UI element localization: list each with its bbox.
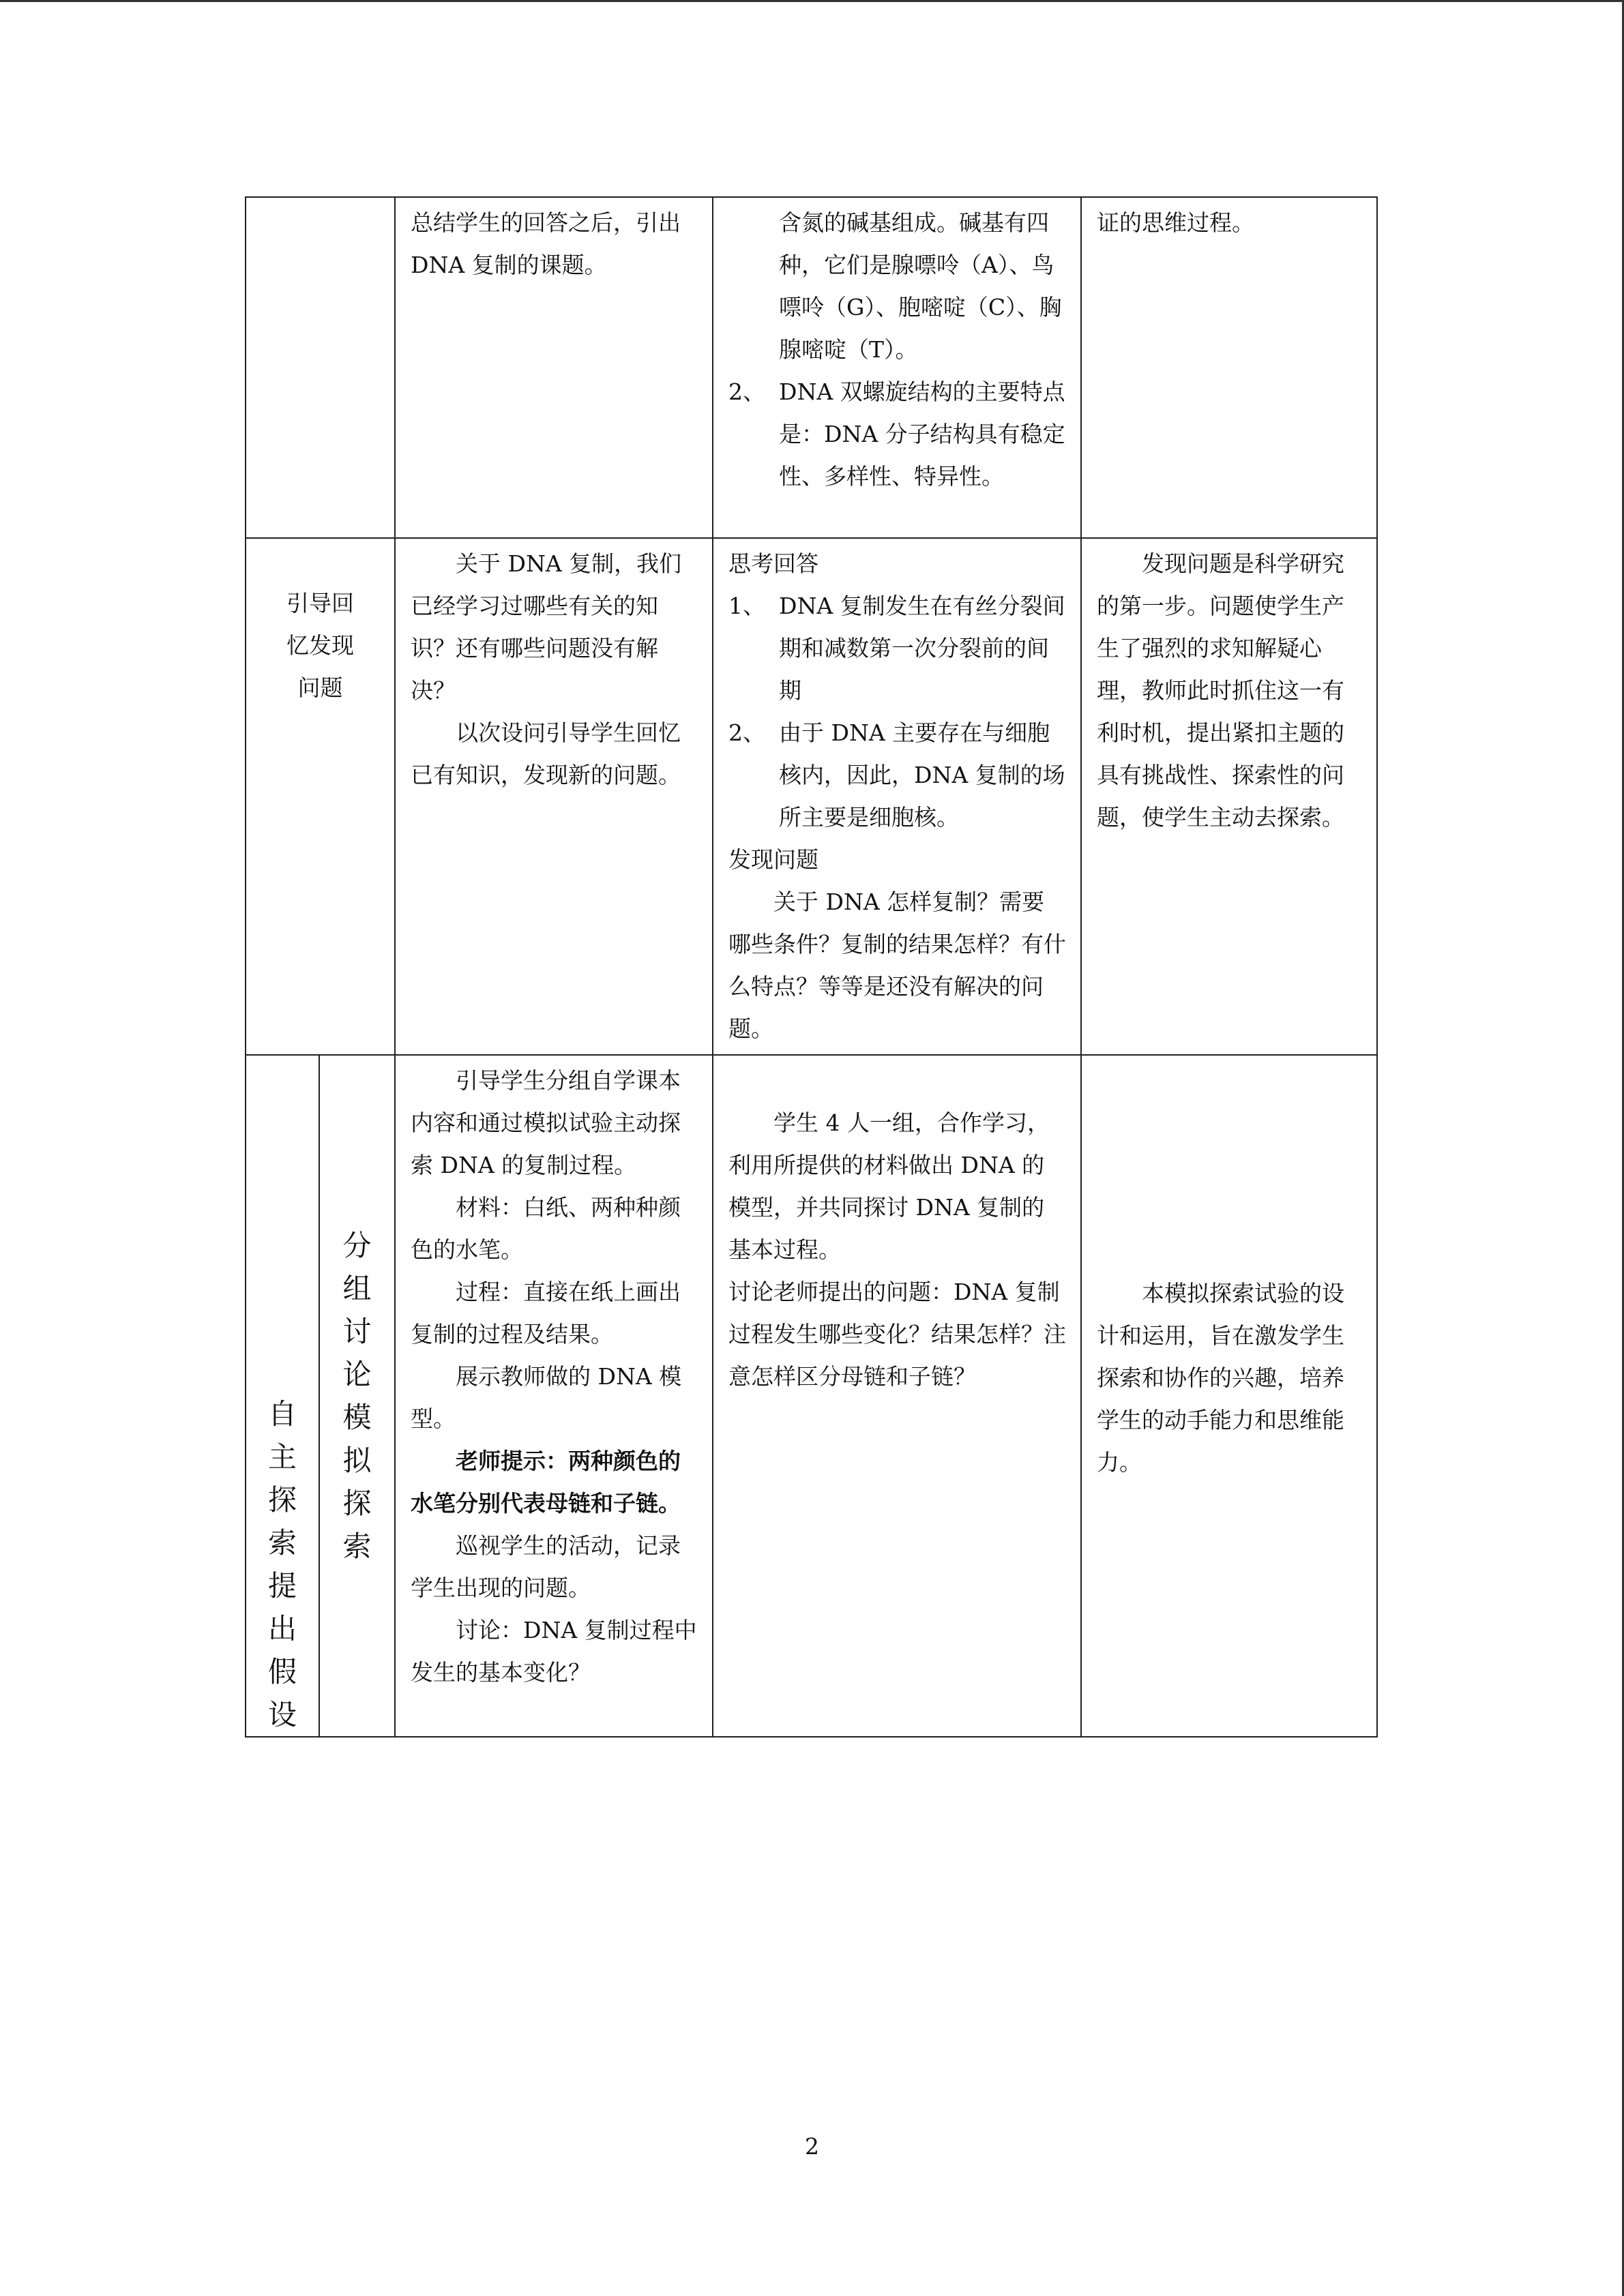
teacher-text: 关于 DNA 复制，我们已经学习过哪些有关的知识？还有哪些问题没有解决？: [411, 550, 682, 704]
phase-cell: [246, 1055, 319, 1737]
teacher-text: 引导学生分组自学课本内容和通过模拟试验主动探索 DNA 的复制过程。: [411, 1067, 681, 1178]
student-activity-cell: [713, 1055, 1081, 1737]
lesson-plan-table: [245, 196, 1378, 1738]
student-list-item: [728, 202, 1067, 371]
list-text: 由于 DNA 主要存在与细胞核内，因此，DNA 复制的场所主要是细胞核。: [779, 719, 1065, 831]
intent-text: 证的思维过程。: [1097, 209, 1254, 236]
intent-text: 本模拟探索试验的设计和运用，旨在激发学生探索和协作的兴趣，培养学生的动手能力和思维能力。: [1097, 1280, 1344, 1476]
student-list-item: [728, 712, 1067, 839]
teacher-text: 材料：白纸、两种种颜色的水笔。: [411, 1194, 681, 1263]
phase-label-vertical: 自主探索提出假设: [268, 1397, 297, 1731]
page-top-border: [0, 0, 1624, 2]
table-row: [246, 1055, 1377, 1737]
teacher-text: 巡视学生的活动，记录学生出现的问题。: [411, 1532, 681, 1601]
student-text: 关于 DNA 怎样复制？需要哪些条件？复制的结果怎样？有什么特点？等等是还没有解决的问题。: [728, 889, 1066, 1042]
list-number: 1、: [728, 593, 765, 619]
phase-cell: [246, 538, 395, 1055]
teacher-text: 以次设问引导学生回忆已有知识，发现新的问题。: [411, 719, 681, 788]
intent-text: 发现问题是科学研究的第一步。问题使学生产生了强烈的求知解疑心理，教师此时抓住这一有利时机，提出紧扣主题的具有挑战性、探索性的问题，使学生主动去探索。: [1097, 550, 1344, 831]
teacher-text: 讨论：DNA 复制过程中发生的基本变化？: [411, 1617, 697, 1686]
student-activity-cell: [713, 538, 1081, 1055]
teacher-text: 总结学生的回答之后，引出 DNA 复制的课题。: [411, 209, 681, 278]
design-intent-cell: [1081, 538, 1377, 1055]
student-text: 讨论老师提出的问题：DNA 复制过程发生哪些变化？结果怎样？注意怎样区分母链和子链？: [728, 1279, 1066, 1390]
design-intent-cell: [1081, 197, 1377, 538]
teacher-text: 过程：直接在纸上画出复制的过程及结果。: [411, 1279, 681, 1347]
teacher-activity-cell: [395, 538, 713, 1055]
page-number: 2: [805, 2133, 819, 2160]
phase-label: 引导回忆发现问题: [286, 590, 354, 701]
list-text: DNA 复制发生在有丝分裂间期和减数第一次分裂前的间期: [779, 593, 1065, 704]
subphase-cell: [319, 1055, 395, 1737]
student-heading: 思考回答: [728, 550, 818, 577]
list-number: 2、: [728, 719, 765, 746]
table-row: [246, 197, 1377, 538]
list-text: DNA 双螺旋结构的主要特点是：DNA 分子结构具有稳定性、多样性、特异性。: [779, 378, 1065, 490]
teacher-activity-cell: [395, 1055, 713, 1737]
subphase-label-vertical: 分组讨论模拟探索: [342, 1229, 372, 1563]
student-list-item: [728, 585, 1067, 712]
student-text: 学生 4 人一组，合作学习，利用所提供的材料做出 DNA 的模型，并共同探讨 DNA 复制的基本过程。: [728, 1109, 1050, 1263]
student-activity-cell: [713, 197, 1081, 538]
teacher-text: 展示教师做的 DNA 模型。: [411, 1363, 682, 1432]
list-number: 2、: [728, 378, 765, 405]
table-row: [246, 538, 1377, 1055]
design-intent-cell: [1081, 1055, 1377, 1737]
list-text: 含氮的碱基组成。碱基有四种，它们是腺嘌呤（A）、鸟嘌呤（G）、胞嘧啶（C）、胸腺嘧啶（T）。: [779, 209, 1062, 363]
student-list-item: [728, 371, 1067, 498]
student-heading: 发现问题: [728, 846, 818, 873]
phase-cell-empty: [246, 197, 395, 538]
teacher-hint: 老师提示：两种颜色的水笔分别代表母链和子链。: [411, 1448, 681, 1517]
teacher-activity-cell: [395, 197, 713, 538]
